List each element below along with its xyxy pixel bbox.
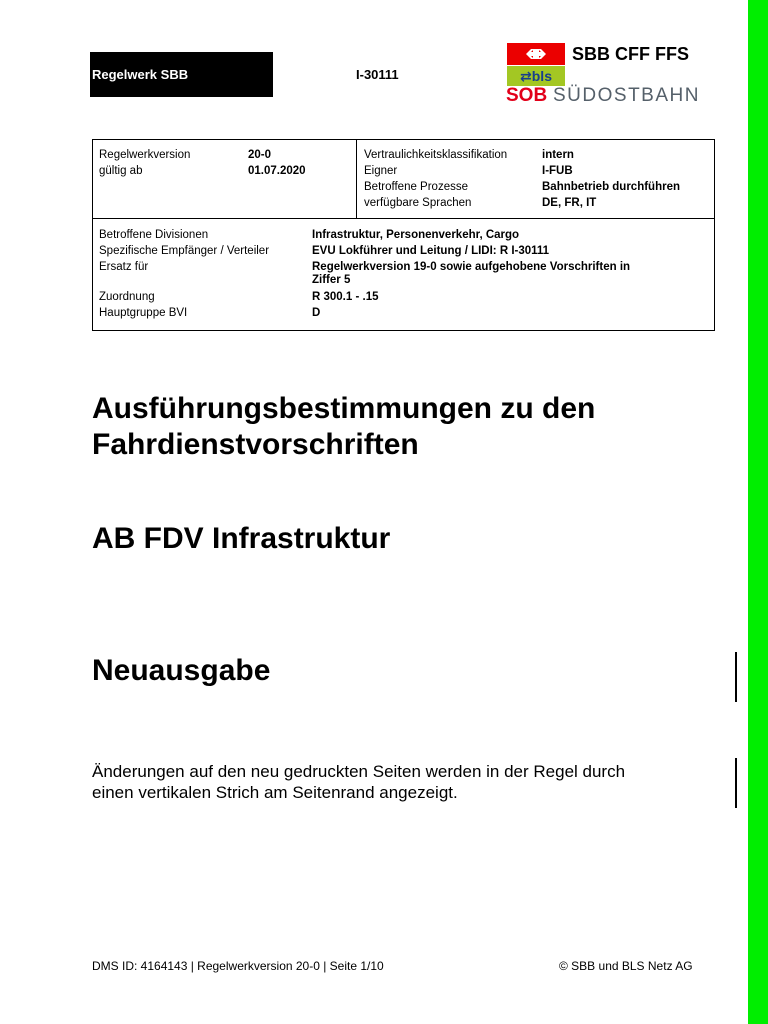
margin-bar — [748, 0, 768, 1024]
table-divider — [356, 139, 357, 219]
bls-logo-icon: ⇄ — [520, 68, 532, 84]
bls-logo — [507, 66, 565, 86]
sbb-logo-text: SBB CFF FFS — [572, 44, 689, 64]
document-title — [92, 391, 595, 463]
field-value: Infrastruktur, Personenverkehr, Cargo — [312, 229, 520, 241]
field-value: 01.07.2020 — [248, 165, 306, 177]
change-bar — [735, 758, 737, 808]
field-label: Vertraulichkeitsklassifikation — [364, 149, 508, 161]
field-value: Bahnbetrieb durchführen — [542, 181, 681, 193]
field-value: D — [312, 307, 321, 319]
document-code: I-30111 — [356, 67, 399, 82]
edition-label: Neuausgabe — [92, 654, 271, 687]
field-value: intern — [542, 149, 574, 161]
field-label: gültig ab — [99, 165, 143, 177]
change-note — [92, 761, 722, 803]
change-note-line2: einen vertikalen Strich am Seitenrand angezeigt. — [92, 783, 458, 802]
document-title-line1: Ausführungsbestimmungen zu den — [92, 392, 596, 425]
bls-logo-text: bls — [531, 68, 552, 84]
field-value: I-FUB — [542, 165, 573, 177]
field-label: Betroffene Divisionen — [99, 229, 209, 241]
field-value: EVU Lokführer und Leitung / LIDI: R I-30111 — [312, 245, 550, 257]
field-label: verfügbare Sprachen — [364, 197, 472, 209]
footer-copyright: © SBB und BLS Netz AG — [559, 959, 693, 973]
header-label: Regelwerk SBB — [92, 67, 189, 82]
change-note-line1: Änderungen auf den neu gedruckten Seiten werden in der Regel durch — [92, 762, 626, 781]
field-value-line1: Regelwerkversion 19-0 sowie aufgehobene Vorschriften in — [312, 261, 631, 273]
field-label: Eigner — [364, 165, 398, 177]
document-subtitle: AB FDV Infrastruktur — [92, 522, 391, 555]
field-label: Regelwerkversion — [99, 149, 191, 161]
field-value — [312, 261, 630, 287]
field-value-line2: Ziffer 5 — [312, 274, 351, 286]
sob-logo-text: SÜDOSTBAHN — [553, 85, 700, 106]
sob-logo-mark: SOB — [506, 85, 548, 106]
sbb-logo-icon — [507, 43, 565, 65]
field-value: DE, FR, IT — [542, 197, 597, 209]
document-title-line2: Fahrdienstvorschriften — [92, 428, 419, 461]
field-label: Betroffene Prozesse — [364, 181, 468, 193]
field-value: R 300.1 - .15 — [312, 291, 379, 303]
field-label: Ersatz für — [99, 261, 149, 273]
footer-document-info: DMS ID: 4164143 | Regelwerkversion 20-0 | Seite 1/10 — [92, 959, 384, 973]
field-label: Spezifische Empfänger / Verteiler — [99, 245, 270, 257]
field-label: Hauptgruppe BVI — [99, 307, 188, 319]
field-value: 20-0 — [248, 149, 272, 161]
field-label: Zuordnung — [99, 291, 155, 303]
change-bar — [735, 652, 737, 702]
